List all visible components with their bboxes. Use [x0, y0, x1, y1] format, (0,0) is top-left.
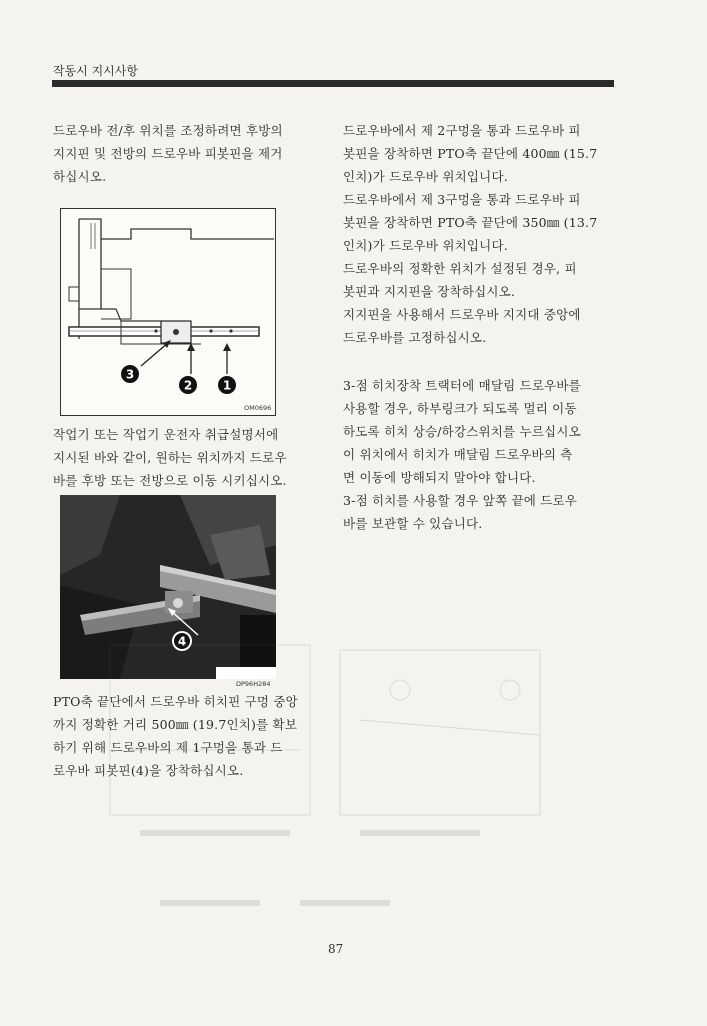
show-through-shadow	[100, 600, 620, 930]
left-paragraph-2: 작업기 또는 작업기 운전자 취급설명서에 지시된 바와 같이, 원하는 위치까지 드로우 바를 후방 또는 전방으로 이동 시키십시오.	[53, 427, 287, 488]
callout-4: 4	[177, 634, 187, 649]
left-paragraph-1: 드로우바 전/후 위치를 조정하려면 후방의 지지핀 및 전방의 드로우바 피봇핀을 제거 하십시오.	[53, 123, 283, 184]
drawbar-diagram	[60, 208, 276, 416]
callout-2: 2	[183, 378, 193, 393]
header-title: 작동시 지시사항	[53, 64, 138, 78]
callout-1: 1	[222, 378, 232, 393]
figure-code-1: OM0696	[244, 404, 272, 412]
left-paragraph-3: PTO축 끝단에서 드로우바 히치핀 구멍 중앙 까지 정확한 거리 500㎜ (19.7인치)를 확보 하기 위해 드로우바의 제 1구멍을 통과 드 로우바 피봇핀(4)을 장착하십시오.	[53, 694, 298, 778]
page-number: 87	[328, 942, 344, 956]
drawbar-diagram-drawing	[61, 209, 274, 414]
callout-3: 3	[125, 367, 135, 382]
header-rule	[52, 80, 614, 87]
figure-code-2: DP96H284	[236, 680, 271, 688]
right-paragraph-2: 3-점 히치장착 트랙터에 매달림 드로우바를 사용할 경우, 하부링크가 되도록 멀리 이동 하도록 히치 상승/하강스위치를 누르십시오 이 위치에서 히치가 매달림 드로우바의 측 면 이동에 방해되지 말아야 합니다. 3-점 히치를 사용할 경우 앞쪽 끝에 드로우 바를 보관할 수 있습니다.	[343, 378, 581, 531]
right-paragraph-1: 드로우바에서 제 2구멍을 통과 드로우바 피 봇핀을 장착하면 PTO축 끝단에 400㎜ (15.7 인치)가 드로우바 위치입니다. 드로우바에서 제 3구멍을 통과 드로우바 피 봇핀을 장착하면 PTO축 끝단에 350㎜ (13.7 인치)가 드로우바 위치입니다. 드로우바의 정확한 위치가 설정된 경우, 피 봇핀과 지지핀을 장착하십시오. 지지핀을 사용해서 드로우바 지지대 중앙에 드로우바를 고정하십시오.	[343, 123, 598, 345]
